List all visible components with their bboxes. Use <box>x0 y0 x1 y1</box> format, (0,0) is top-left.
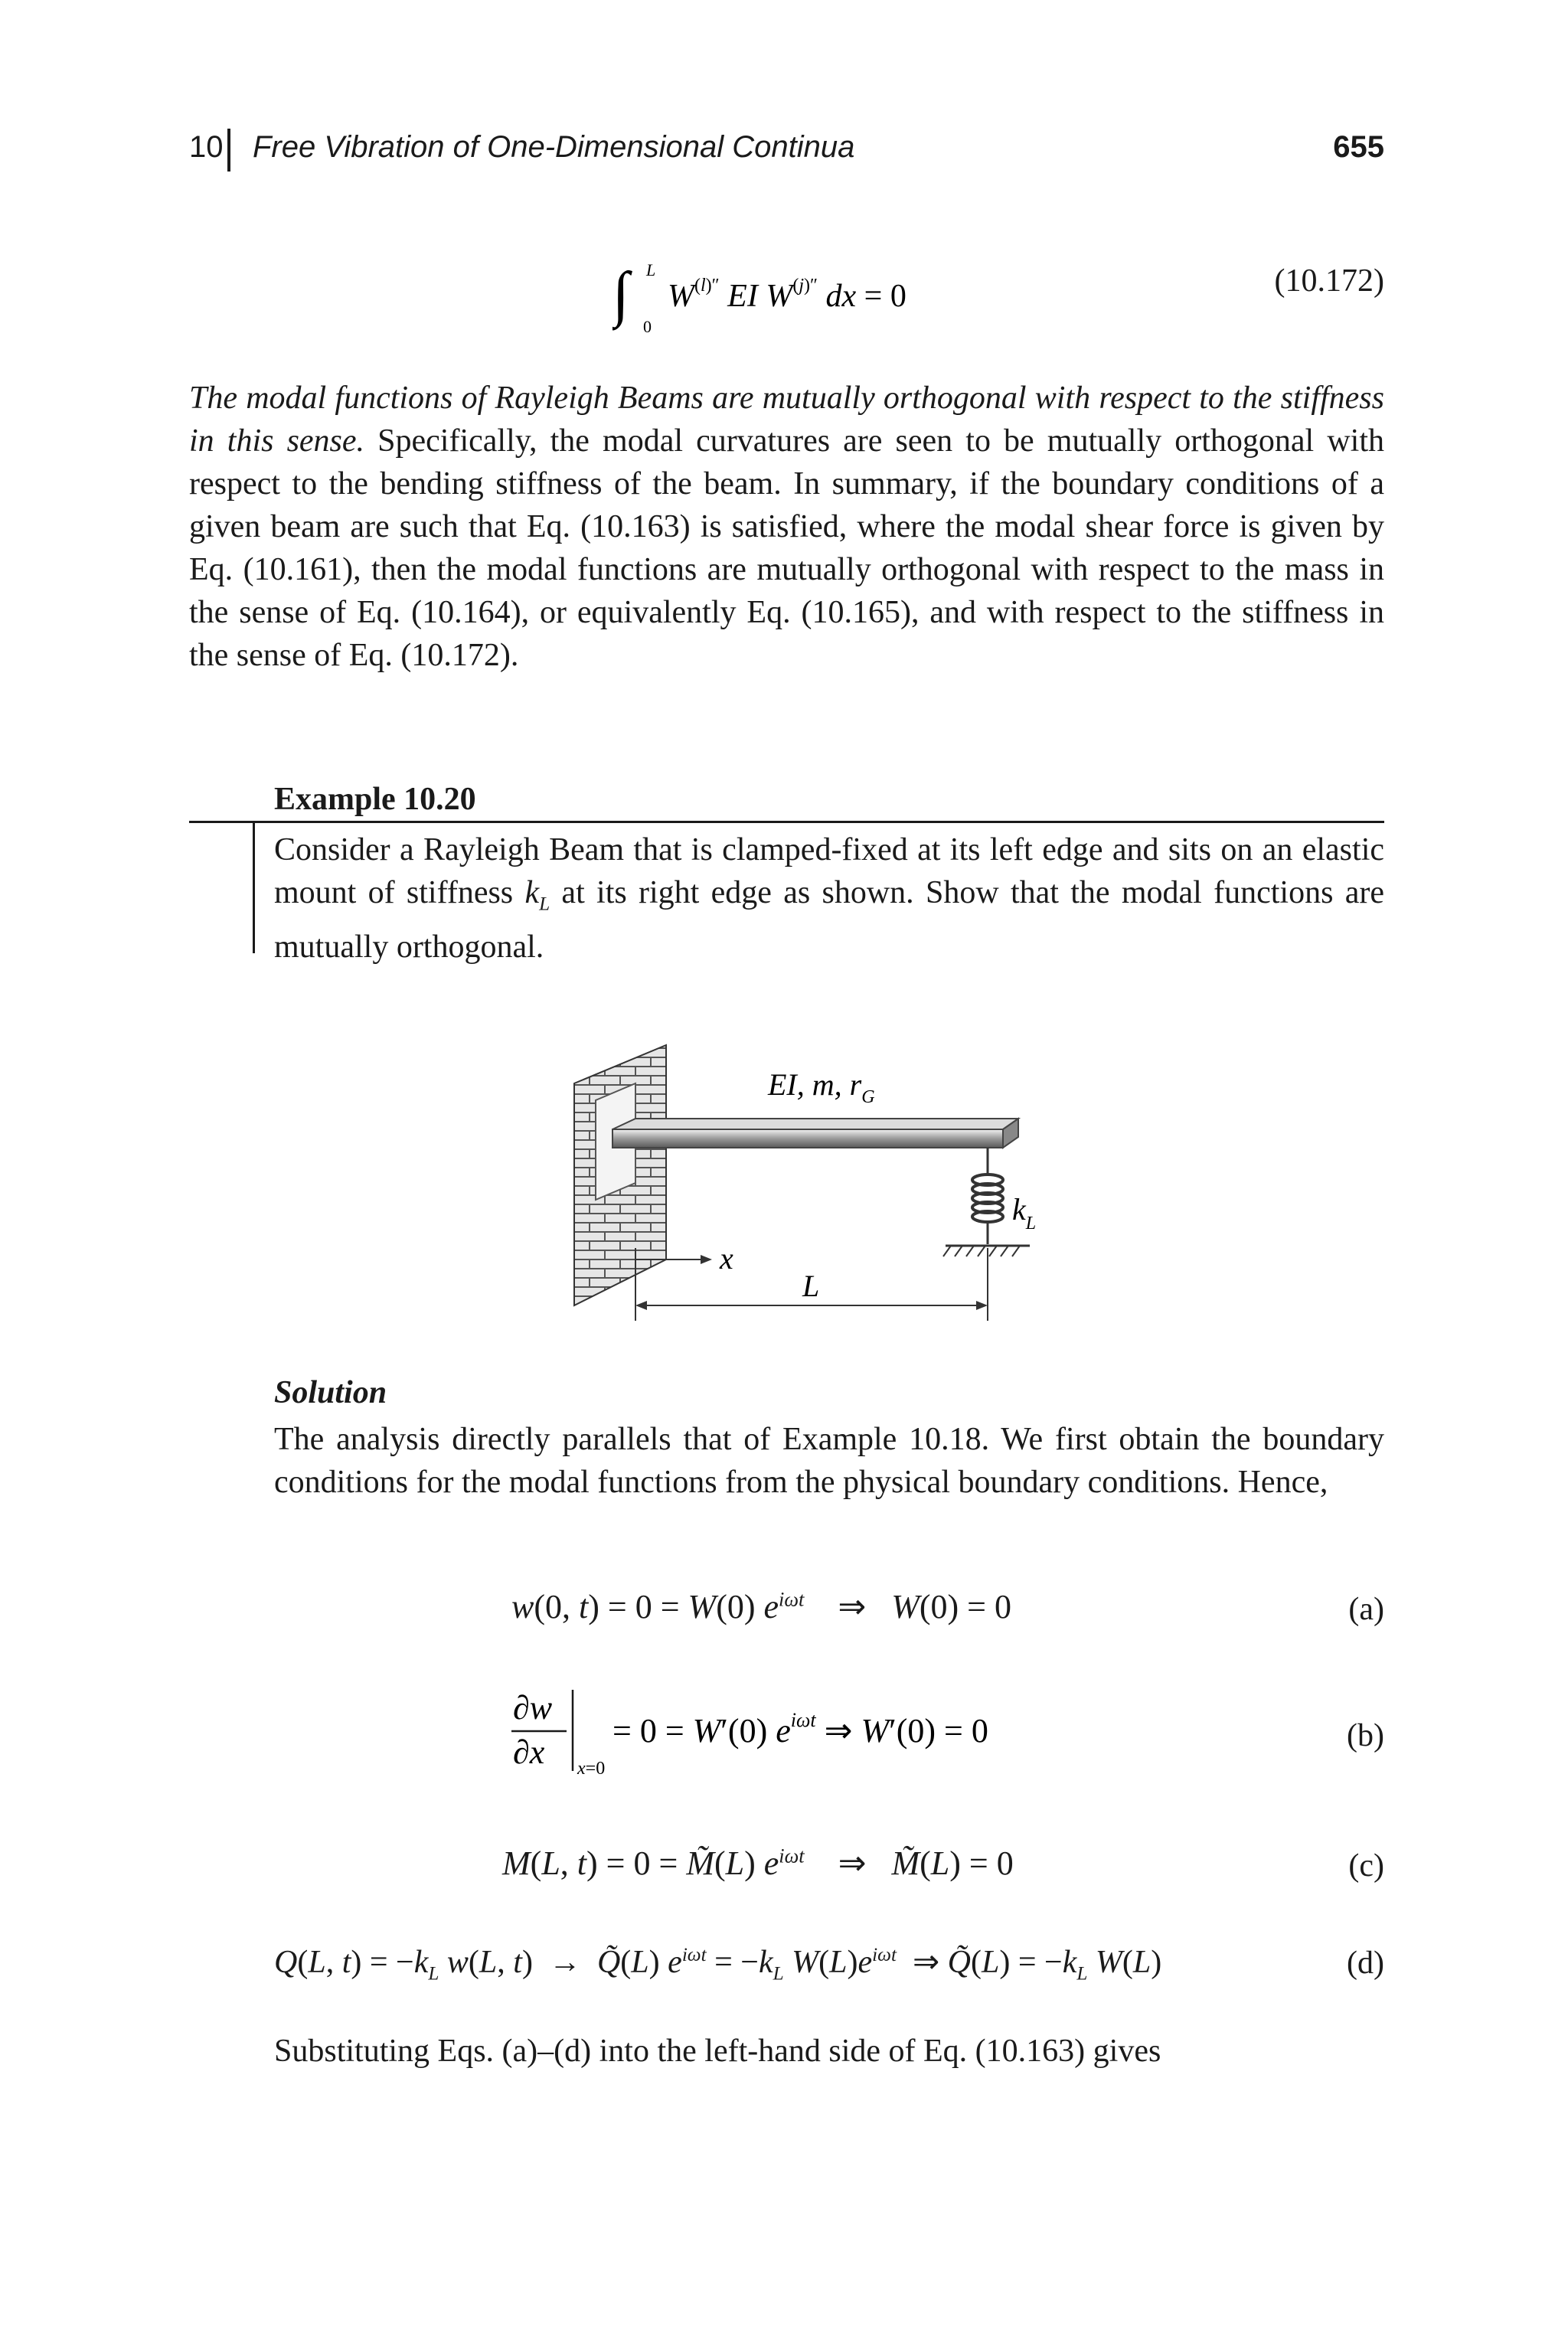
equation-d: Q(L, $t) = -k_L$ w(L, t) → Q̃(L) $e^{i\omega t} = -k_L$ $W(L)e^{i\omega t}$ ⇒ Q̃(L) = $-k_L$ W(L) <box>274 1945 1162 1985</box>
equation-label-b: (b) <box>1347 1718 1384 1753</box>
orthogonality-explanation: Specifically, the modal curvatures are seen to be mutually orthogonal with respect to the bending stiffness of the beam. In summary, if the boundary conditions of a given beam are such that Eq. (10.163) is satisfied, where the modal shear force is given by Eq. (10.161), then the modal functions are mutually orthogonal with respect to the mass in the sense of Eq. (10.164), or equivalently Eq. (10.165), and with respect to the stiffness in the sense of Eq. (10.172). <box>189 423 1384 673</box>
svg-text:L: L <box>646 260 656 279</box>
stiffness-symbol: $k_L$ <box>524 875 550 915</box>
length-label: L <box>802 1269 820 1303</box>
svg-text:∂w: ∂w <box>513 1689 553 1727</box>
example-side-rule <box>253 823 255 953</box>
equation-b <box>505 1681 1087 1780</box>
equation-c: M(L, t) = 0 = M̃(L) $e^{i\omega t}$ ⇒ M̃(L) = 0 <box>502 1844 1014 1882</box>
example-text-end: at its right edge as shown. Show that the modal functions are mutually orthogonal. <box>274 875 1384 965</box>
svg-text:W(l)″ EI W(j)″ dx = 0: W(l)″ EI W(j)″ dx = 0 <box>668 276 906 314</box>
chapter-number: 10 <box>189 130 224 164</box>
example-statement <box>274 828 1384 969</box>
spring-coil-icon <box>972 1148 1003 1244</box>
beam <box>612 1119 1018 1148</box>
example-title: Example 10.20 <box>274 782 476 817</box>
brick-wall <box>574 1045 666 1305</box>
x-axis-label: x <box>720 1241 733 1276</box>
orthogonality-statement: The modal functions of Rayleigh Beams are mutually orthogonal with respect to the stiffness in this sense. <box>189 381 1384 459</box>
closing-text: Substituting Eqs. (a)–(d) into the left-hand side of Eq. (10.163) gives <box>274 2034 1161 2069</box>
orthogonality-paragraph <box>189 377 1384 677</box>
page-number: 655 <box>1333 130 1384 164</box>
equation-label-a: (a) <box>1348 1592 1384 1627</box>
equation-a: w(0, t) = 0 = W(0) $e^{i\omega t}$ ⇒ W(0) = 0 <box>511 1587 1011 1625</box>
equation-label-c: (c) <box>1348 1848 1384 1884</box>
equation-number-10-172: (10.172) <box>1274 263 1384 299</box>
svg-text:∫: ∫ <box>612 260 629 328</box>
svg-text:∂x: ∂x <box>513 1733 545 1771</box>
header-divider <box>227 129 230 172</box>
ground-icon <box>943 1246 1030 1256</box>
svg-text:x=0: x=0 <box>577 1759 606 1779</box>
svg-text:0: 0 <box>643 317 652 336</box>
chapter-title: Free Vibration of One-Dimensional Continua <box>253 130 855 164</box>
beam-figure <box>559 1030 1049 1336</box>
solution-title: Solution <box>274 1375 387 1410</box>
solution-text: The analysis directly parallels that of Example 10.18. We first obtain the boundary conditions for the modal functions from the physical boundary conditions. Hence, <box>274 1422 1384 1500</box>
example-text-start: Consider a Rayleigh Beam that is clamped-fixed at its left edge and sits on an elastic mount of stiffness <box>274 832 1384 910</box>
svg-text:= 0 = W′(0) eiωt ⇒ W′(0): = 0 = W′(0) $e^{i\omega t}$ ⇒ W′(0) = 0 <box>612 1709 988 1750</box>
spring-stiffness-label: $k_L$ <box>1012 1192 1037 1233</box>
equation-label-d: (d) <box>1347 1946 1384 1981</box>
example-rule <box>189 821 1384 823</box>
beam-properties-label: EI, m, $r_G$ <box>768 1067 875 1107</box>
